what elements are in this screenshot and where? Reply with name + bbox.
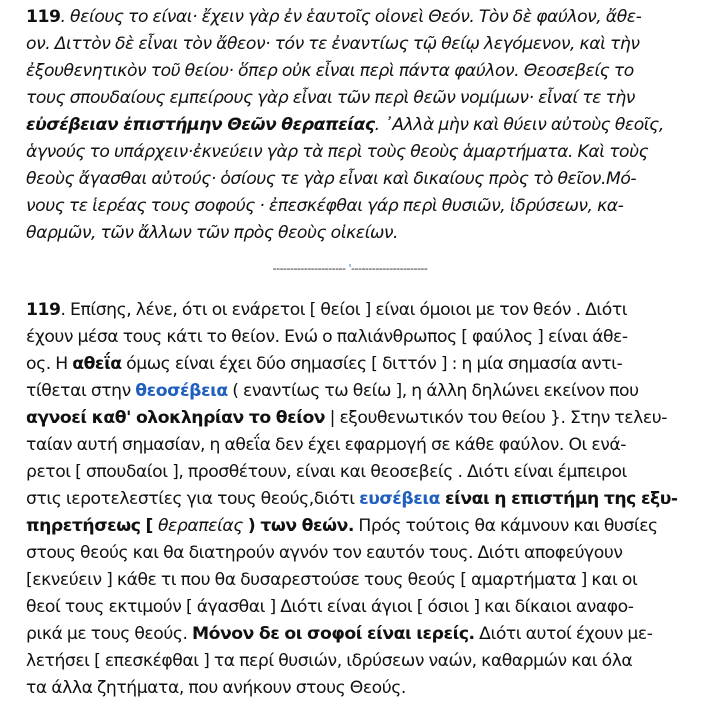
- text-line: [26, 324, 714, 351]
- text-segment: όμως είναι έχει δύο σημασίες [ διττόν ] : η μία σημασία αντι-: [121, 354, 623, 374]
- text-segment: . θείους το είναι· ἔχειν γὰρ ἐν ἑαυτοῖς οἱονεὶ Θεόν. Τὸν δὲ φαύλον, ἄθε-: [60, 7, 642, 27]
- text-line: [26, 139, 714, 166]
- text-segment: ρετοι [ σπουδαίοι ], προσθέτουν, είναι και θεοσεβείς . Διότι είναι έμπειροι: [26, 462, 627, 482]
- bold-text: εὐσέβειαν ἐπιστήμην Θεῶν θεραπείας: [26, 115, 375, 135]
- text-line: [26, 351, 714, 378]
- text-segment: θεοί τους εκτιμούν [ άγασθαι ] Διότι είναι άγιοι [ όσιοι ] και δίκαιοι αναφο-: [26, 597, 634, 617]
- text-line: [26, 166, 714, 193]
- text-line: [26, 459, 714, 486]
- text-segment: ταίαν αυτή σημασίαν, η αθεΐα δεν έχει εφαρμογή σε κάθε φαύλον. Οι ενά-: [26, 435, 627, 455]
- text-line: [26, 31, 714, 58]
- text-segment: Διότι αυτοί έχουν με-: [474, 624, 653, 644]
- highlighted-term: θεοσέβεια: [135, 381, 228, 401]
- text-line: [26, 540, 714, 567]
- text-segment: νους τε ἱερέας τους σοφούς · ἐπεσκέφθαι γάρ περὶ θυσιῶν, ἱδρύσεων, κα-: [26, 196, 624, 216]
- separator-right: ----------------------: [351, 262, 428, 275]
- bold-text: πηρετήσεως [: [26, 516, 158, 536]
- text-segment: τα άλλα ζητήματα, που ανήκουν στους Θεούς.: [26, 678, 406, 698]
- text-segment: θαρμῶν, τῶν ἄλλων τῶν πρὸς θεοὺς οἰκείων.: [26, 223, 399, 243]
- modern-greek-paragraph: [26, 297, 714, 702]
- paragraph-number: 119: [26, 300, 61, 320]
- text-segment: Πρός τούτοις θα κάμνουν και θυσίες: [353, 516, 658, 536]
- bold-text: ) των θεών.: [242, 516, 354, 536]
- text-line: [26, 621, 714, 648]
- text-segment: . ᾿Αλλὰ μὴν καὶ θύειν αὐτοὺς θεοῖς,: [374, 115, 664, 135]
- text-segment: . Επίσης, λένε, ότι οι ενάρετοι [ θείοι ] είναι όμοιοι με τον θεόν . Διότι: [60, 300, 628, 320]
- bold-text: Μόνον δε οι σοφοί είναι ιερείς.: [191, 624, 475, 644]
- text-line: [26, 513, 714, 540]
- text-segment: λετήσει [ επεσκέφθαι ] τα περί θυσιών, ιδρύσεων ναών, καθαρμών και όλα: [26, 651, 633, 671]
- text-segment: ον. Διττὸν δὲ εἶναι τὸν ἄθεον· τόν τε ἐναντίως τῷ θείῳ λεγόμενον, καὶ τὴν: [26, 34, 640, 54]
- text-segment: ἐξουθενητικὸν τοῦ θείου· ὅπερ οὐκ εἶναι περὶ πάντα φαύλον. Θεοσεβείς το: [26, 61, 634, 81]
- text-segment: ρικά με τους θεούς.: [26, 624, 192, 644]
- text-line: [26, 112, 714, 139]
- italic-term: θεραπείας: [157, 516, 243, 536]
- bold-text: αγνοεί καθ' ολοκληρίαν το θείον: [26, 408, 326, 428]
- paragraph-number: 119: [26, 7, 61, 27]
- text-line: [26, 486, 714, 513]
- separator-left: ---------------------: [272, 262, 346, 275]
- text-line: [26, 193, 714, 220]
- bold-text: είναι η επιστήμη της εξυ-: [439, 489, 678, 509]
- text-segment: ( εναντίως τω θείω ], η άλλη δηλώνει εκείνον που: [227, 381, 639, 401]
- text-line: [26, 648, 714, 675]
- text-line: [26, 675, 714, 702]
- text-line: [26, 85, 714, 112]
- text-line: [26, 594, 714, 621]
- text-segment: θεοὺς ἄγασθαι αὐτούς· ὁσίους τε γὰρ εἶναι καὶ δικαίους πρὸς τὸ θεῖον.Μό-: [26, 169, 637, 189]
- text-segment: έχουν μέσα τους κάτι το θείον. Ενώ ο παλιάνθρωπος [ φαύλος ] είναι άθε-: [26, 327, 628, 347]
- text-segment: ος. Η: [26, 354, 73, 374]
- text-line: [26, 4, 714, 31]
- text-segment: τους σπουδαίους εμπείρους γὰρ εἶναι τῶν περὶ θεῶν νομίμων· εἶναί τε τὴν: [26, 88, 635, 108]
- text-segment: τίθεται στην: [26, 381, 136, 401]
- text-segment: | εξουθενωτικόν του θείου }. Στην τελευ-: [325, 408, 667, 428]
- ancient-greek-paragraph: [26, 4, 714, 247]
- text-line: [26, 567, 714, 594]
- text-line: [26, 432, 714, 459]
- text-segment: [εκνεύειν ] κάθε τι που θα δυσαρεστούσε τους θεούς [ αμαρτήματα ] και οι: [26, 570, 638, 590]
- text-line: [26, 58, 714, 85]
- text-segment: στις ιεροτελεστίες για τους θεούς,διότι: [26, 489, 360, 509]
- text-segment: στους θεούς και θα διατηρούν αγνόν τον εαυτόν τους. Διότι αποφεύγουν: [26, 543, 623, 563]
- highlighted-term: ευσέβεια: [359, 489, 440, 509]
- bold-text: αθεΐα: [72, 354, 122, 374]
- separator-mark: ': [348, 262, 352, 275]
- text-line: [26, 405, 714, 432]
- section-separator: [26, 247, 714, 291]
- text-segment: ἁγνούς το υπάρχειν·ἐκνεύειν γὰρ τὰ περὶ τοὺς θεοὺς ἁμαρτήματα. Καὶ τοὺς: [26, 142, 649, 162]
- text-line: [26, 378, 714, 405]
- text-line: [26, 220, 714, 247]
- text-line: [26, 297, 714, 324]
